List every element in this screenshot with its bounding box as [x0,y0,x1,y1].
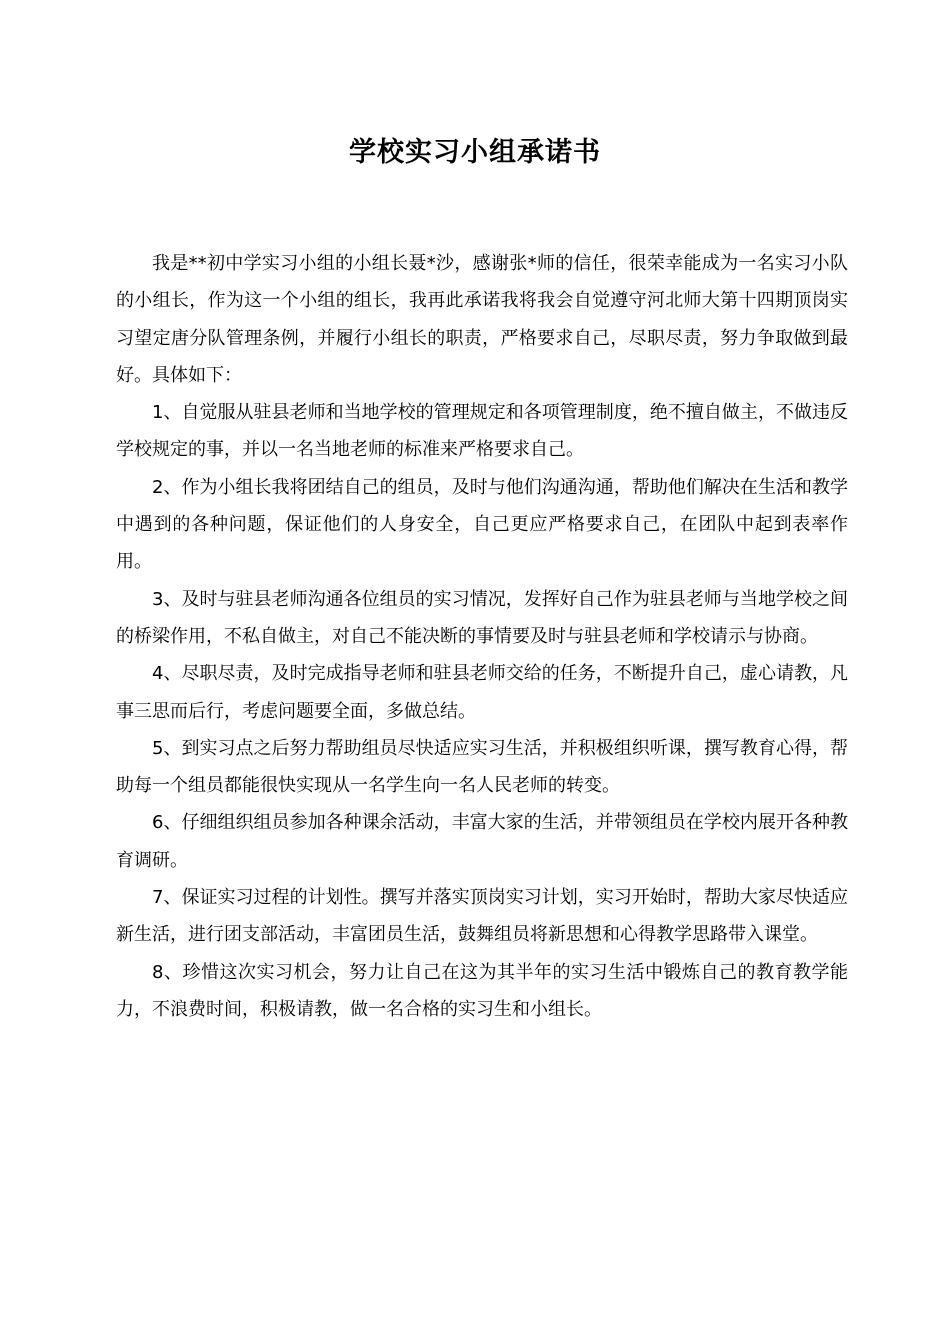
document-body [116,245,848,1028]
intro-paragraph: 我是**初中学实习小组的小组长聂*沙，感谢张*师的信任，很荣幸能成为一名实习小队的小组长，作为这一个小组的组长，我再此承诺我将我会自觉遵守河北师大第十四期顶岗实习望定唐分队管理条例，并履行小组长的职责，严格要求自己，尽职尽责，努力争取做到最好。具体如下： [116,253,848,386]
commitment-item-4: 4、尽职尽责，及时完成指导老师和驻县老师交给的任务，不断提升自己，虚心请教，凡事三思而后行，考虑问题要全面，多做总结。 [116,663,848,722]
commitment-item-1: 1、自觉服从驻县老师和当地学校的管理规定和各项管理制度，绝不擅自做主，不做违反学校规定的事，并以一名当地老师的标准来严格要求自己。 [116,402,848,461]
commitment-item-5: 5、到实习点之后努力帮助组员尽快适应实习生活，并积极组织听课，撰写教育心得，帮助每一个组员都能很快实现从一名学生向一名人民老师的转变。 [116,737,848,797]
commitment-item-8: 8、珍惜这次实习机会，努力让自己在这为其半年的实习生活中锻炼自己的教育教学能力，不浪费时间，积极请教，做一名合格的实习生和小组长。 [116,961,848,1020]
commitment-item-3: 3、及时与驻县老师沟通各位组员的实习情况，发挥好自己作为驻县老师与当地学校之间的桥梁作用，不私自做主，对自己不能决断的事情要及时与驻县老师和学校请示与协商。 [116,588,848,647]
commitment-item-7: 7、保证实习过程的计划性。撰写并落实顶岗实习计划，实习开始时，帮助大家尽快适应新生活，进行团支部活动，丰富团员生活，鼓舞组员将新思想和心得教学思路带入课堂。 [116,887,848,946]
commitment-item-6: 6、仔细组织组员参加各种课余活动，丰富大家的生活，并带领组员在学校内展开各种教育调研。 [116,812,848,871]
commitment-item-2: 2、作为小组长我将团结自己的组员，及时与他们沟通沟通，帮助他们解决在生活和教学中遇到的各种问题，保证他们的人身安全，自己更应严格要求自己，在团队中起到表率作用。 [116,476,848,573]
document-title: 学校实习小组承诺书 [349,137,601,168]
